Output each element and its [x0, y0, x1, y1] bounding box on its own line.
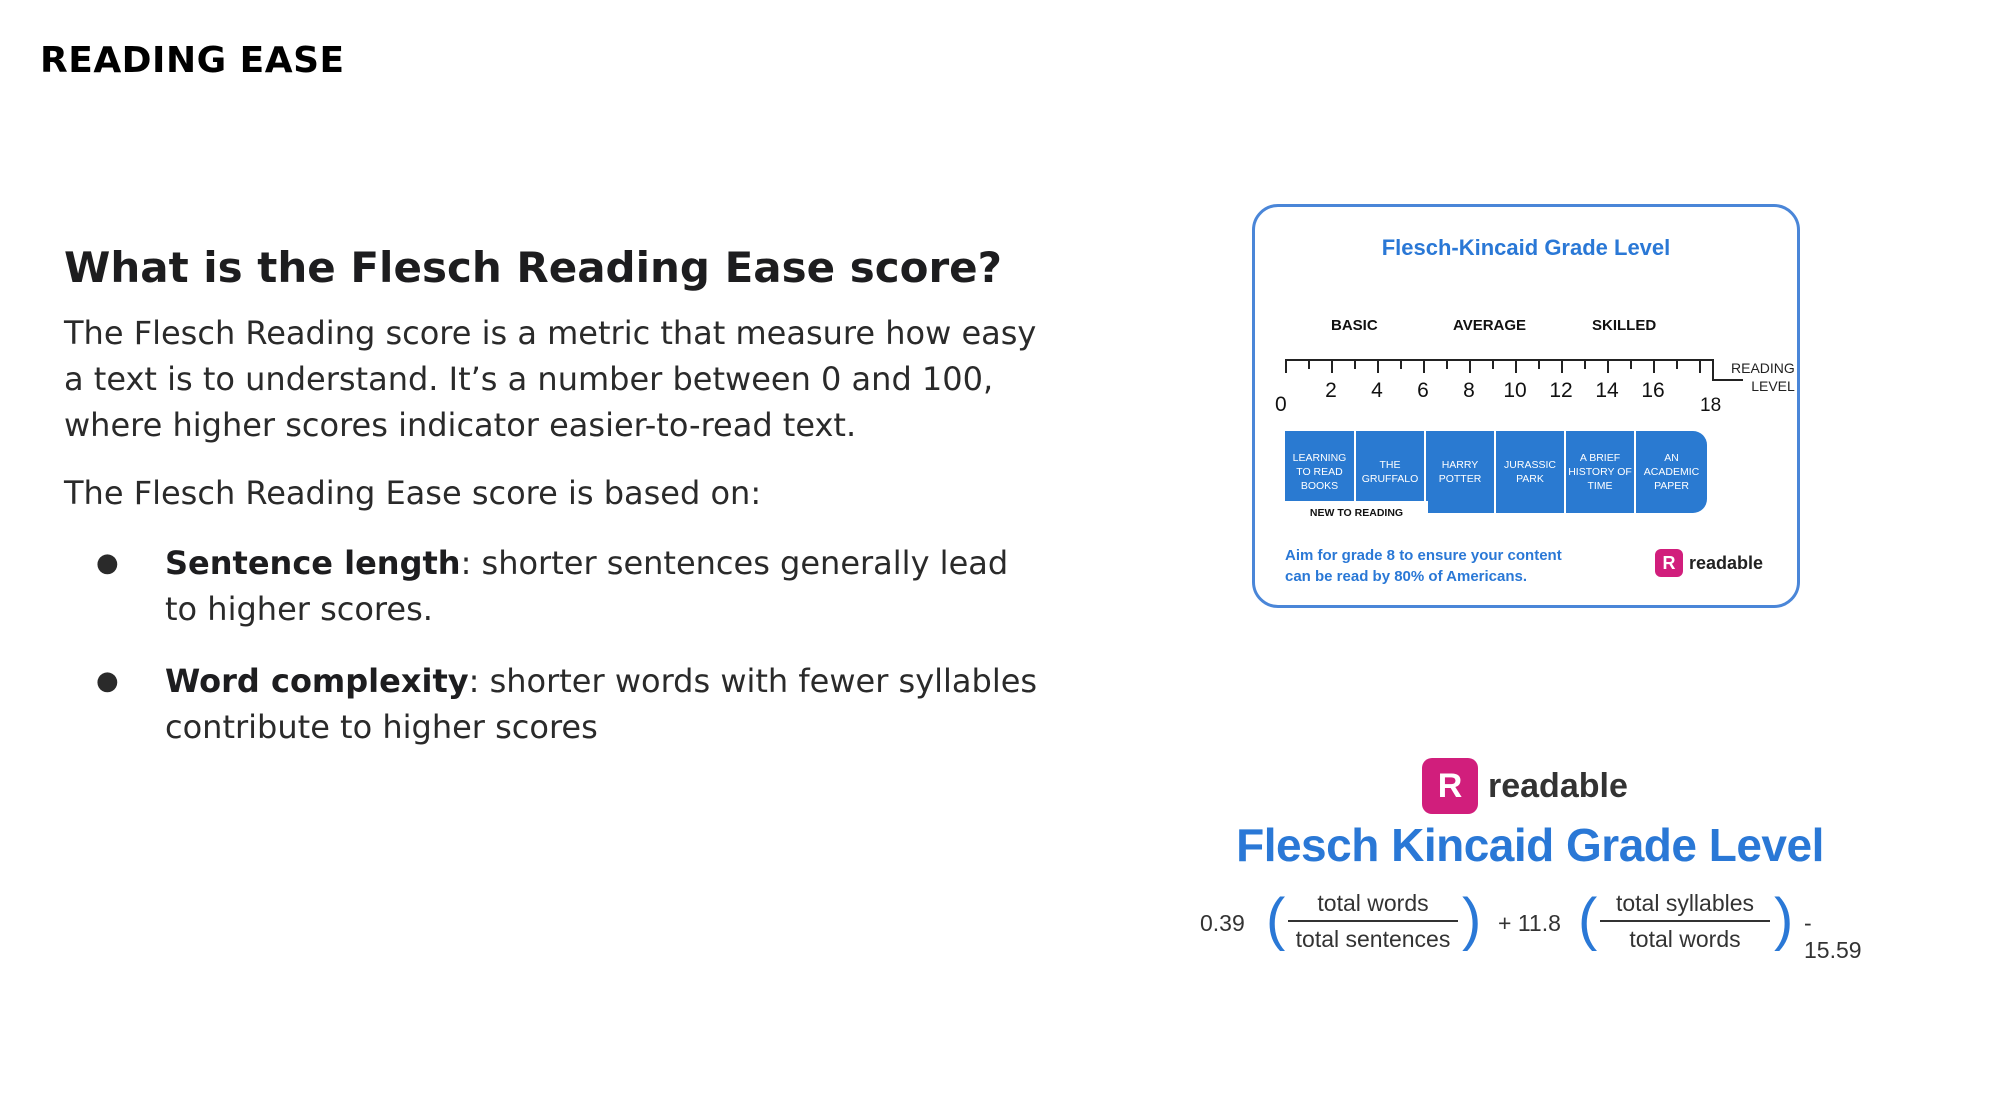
fraction-bar [1600, 920, 1770, 922]
formula-graphic [1190, 750, 1870, 970]
aim-note: Aim for grade 8 to ensure your content can be read by 80% of Americans. [1285, 547, 1562, 585]
readable-logo [1422, 758, 1628, 814]
tick-label: 4 [1371, 379, 1383, 402]
bullet-icon: ● [96, 548, 119, 578]
fraction-bar [1288, 920, 1458, 922]
scale-tick [1584, 359, 1586, 369]
tick-label: 10 [1503, 379, 1527, 402]
scale-tick [1377, 359, 1379, 373]
scale-tick [1492, 359, 1494, 369]
band-label-basic: BASIC [1331, 317, 1378, 334]
reading-level-label: READING LEVEL [1731, 360, 1795, 394]
scale-tick [1561, 359, 1563, 373]
factor-term: Sentence length [165, 544, 461, 582]
book-example: THE GRUFFALO [1356, 431, 1426, 513]
coefficient: 0.39 [1200, 910, 1245, 936]
readable-logo [1655, 549, 1763, 577]
grade-level-card [1252, 204, 1800, 608]
reading-scale-axis [1285, 359, 1713, 361]
scale-tick [1446, 359, 1448, 369]
scale-tick [1400, 359, 1402, 369]
book-example: HARRY POTTER [1426, 431, 1496, 513]
scale-tick [1308, 359, 1310, 369]
factor-description: : shorter words with fewer syllables contribute to higher scores [165, 662, 1038, 746]
list-item [64, 540, 1044, 632]
readable-logo-icon: R [1422, 758, 1478, 814]
book-example: JURASSIC PARK [1496, 431, 1566, 513]
formula-title: Flesch Kincaid Grade Level [1236, 819, 1824, 871]
book-example: LEARNING TO READ BOOKS [1285, 431, 1356, 513]
page-title: What is the Flesch Reading Ease score? [64, 243, 1003, 292]
intro-paragraph: The Flesch Reading score is a metric that measure how easy a text is to understand. It’s a number between 0 and 100, where higher scores indicator easier-to-read text. [64, 314, 1037, 444]
readable-wordmark: readable [1488, 766, 1628, 805]
grade-level-formula [1200, 887, 1862, 963]
book-example: A BRIEF HISTORY OF TIME [1566, 431, 1636, 513]
scale-tick [1331, 359, 1333, 373]
paren-close: ) [1774, 887, 1794, 952]
list-item [64, 658, 1044, 750]
scale-end-marker [1712, 359, 1714, 381]
scale-tick [1423, 359, 1425, 373]
slide-label: READING EASE [40, 40, 345, 81]
paren-open: ( [1578, 887, 1598, 952]
scale-tick [1699, 359, 1701, 373]
minus-term: - 15.59 [1804, 910, 1862, 963]
paren-open: ( [1266, 887, 1286, 952]
fraction-numerator: total syllables [1615, 890, 1755, 916]
card-title: Flesch-Kincaid Grade Level [1381, 235, 1671, 260]
scale-tick [1515, 359, 1517, 373]
readable-logo-icon: R [1655, 549, 1683, 577]
scale-tick [1354, 359, 1356, 369]
tick-label: 8 [1463, 379, 1475, 402]
scale-tick [1676, 359, 1678, 369]
based-on-paragraph: The Flesch Reading Ease score is based on: [64, 474, 762, 512]
fraction-numerator: total words [1317, 890, 1429, 916]
tick-label: 2 [1325, 379, 1337, 402]
scale-start-label: 0 [1275, 393, 1287, 416]
bullet-icon: ● [96, 666, 119, 696]
new-to-reading-label: NEW TO READING [1285, 501, 1428, 525]
content-section [64, 243, 1044, 776]
band-label-average: AVERAGE [1453, 317, 1527, 334]
plus-term: + 11.8 [1498, 910, 1561, 936]
factor-list [64, 540, 1044, 750]
tick-label: 16 [1641, 379, 1665, 402]
scale-tick [1607, 359, 1609, 373]
tick-label: 6 [1417, 379, 1429, 402]
paren-close: ) [1462, 887, 1482, 952]
fraction-denominator: total words [1629, 926, 1741, 952]
scale-end-label: 18 [1700, 395, 1722, 416]
band-label-skilled: SKILLED [1592, 317, 1657, 334]
scale-tick [1538, 359, 1540, 369]
tick-label: 12 [1549, 379, 1573, 402]
scale-tick [1630, 359, 1632, 369]
book-example: AN ACADEMIC PAPER [1636, 431, 1707, 513]
fraction-denominator: total sentences [1295, 926, 1451, 952]
words-per-sentence-fraction [1288, 888, 1458, 954]
scale-tick [1653, 359, 1655, 373]
factor-term: Word complexity [165, 662, 469, 700]
scale-tick [1469, 359, 1471, 373]
tick-label: 14 [1595, 379, 1619, 402]
syllables-per-word-fraction [1600, 888, 1770, 954]
readable-wordmark: readable [1689, 552, 1764, 573]
factor-description: : shorter sentences generally lead to higher scores. [165, 544, 1009, 628]
scale-tick [1285, 359, 1287, 373]
